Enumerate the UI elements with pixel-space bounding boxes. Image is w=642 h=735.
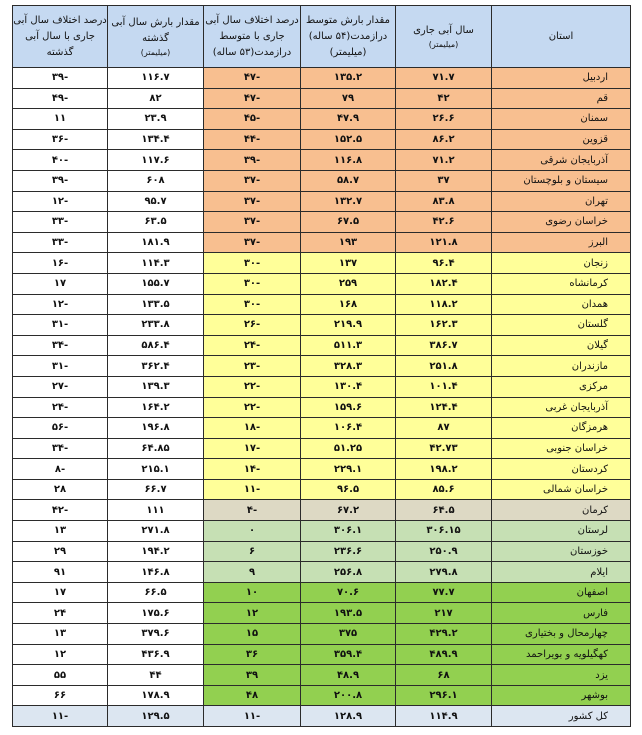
province-cell: هرمزگان — [492, 418, 631, 439]
table-row — [13, 191, 631, 212]
diff-longterm-cell: -۱۷ — [204, 438, 301, 459]
current-year-cell: ۴۲.۶ — [396, 212, 492, 233]
longterm-average-cell: ۳۷۵ — [301, 624, 396, 645]
table-row — [13, 418, 631, 439]
table-row — [13, 212, 631, 233]
diff-longterm-cell: -۲۶ — [204, 315, 301, 336]
previous-year-cell: ۱۵۵.۷ — [108, 273, 204, 294]
province-cell: مازندران — [492, 356, 631, 377]
previous-year-cell: ۶۳.۵ — [108, 212, 204, 233]
diff-previous-cell: -۳۴ — [13, 438, 108, 459]
longterm-average-cell: ۳۰۶.۱ — [301, 521, 396, 542]
diff-longterm-cell: ۶ — [204, 541, 301, 562]
diff-previous-cell: ۱۲ — [13, 644, 108, 665]
longterm-average-cell: ۱۵۹.۶ — [301, 397, 396, 418]
province-cell: کرمان — [492, 500, 631, 521]
diff-previous-cell: -۸ — [13, 459, 108, 480]
diff-previous-cell: ۹۱ — [13, 562, 108, 583]
province-cell: اصفهان — [492, 582, 631, 603]
longterm-average-cell: ۲۳۶.۶ — [301, 541, 396, 562]
longterm-average-cell: ۱۱۶.۸ — [301, 150, 396, 171]
current-year-cell: ۱۰۱.۴ — [396, 376, 492, 397]
table-row — [13, 624, 631, 645]
diff-longterm-cell: ۴۸ — [204, 685, 301, 706]
longterm-average-cell: ۱۳۷ — [301, 253, 396, 274]
table-row — [13, 253, 631, 274]
diff-longterm-cell: -۴۷ — [204, 68, 301, 89]
province-cell: گلستان — [492, 315, 631, 336]
longterm-average-cell: ۳۵۹.۴ — [301, 644, 396, 665]
table-row — [13, 315, 631, 336]
diff-previous-cell: -۳۱ — [13, 315, 108, 336]
diff-longterm-cell: -۴۵ — [204, 109, 301, 130]
table-row — [13, 68, 631, 89]
previous-year-cell: ۱۱۷.۶ — [108, 150, 204, 171]
province-cell: فارس — [492, 603, 631, 624]
longterm-average-cell: ۷۰.۶ — [301, 582, 396, 603]
previous-year-cell: ۳۷۹.۶ — [108, 624, 204, 645]
table-row — [13, 582, 631, 603]
province-cell: خراسان جنوبی — [492, 438, 631, 459]
diff-longterm-cell: -۳۹ — [204, 150, 301, 171]
previous-year-cell: ۹۵.۷ — [108, 191, 204, 212]
diff-longterm-cell: -۳۷ — [204, 232, 301, 253]
current-year-cell: ۱۲۴.۴ — [396, 397, 492, 418]
longterm-average-cell: ۵۸.۷ — [301, 170, 396, 191]
previous-year-cell: ۱۳۹.۳ — [108, 376, 204, 397]
header-diff-previous: درصد اختلاف سال آبی جاری با سال آبی گذشته — [13, 6, 108, 68]
longterm-average-cell: ۲۵۶.۸ — [301, 562, 396, 583]
province-cell: سمنان — [492, 109, 631, 130]
diff-previous-cell: ۵۵ — [13, 665, 108, 686]
table-row — [13, 232, 631, 253]
current-year-cell: ۱۸۲.۴ — [396, 273, 492, 294]
diff-previous-cell: -۱۲ — [13, 294, 108, 315]
total-current: ۱۱۴.۹ — [396, 706, 492, 727]
diff-previous-cell: -۳۹ — [13, 170, 108, 191]
table-row — [13, 150, 631, 171]
diff-longterm-cell: -۱۴ — [204, 459, 301, 480]
diff-longterm-cell: -۴۴ — [204, 129, 301, 150]
diff-previous-cell: -۳۶ — [13, 129, 108, 150]
table-row — [13, 479, 631, 500]
previous-year-cell: ۴۴ — [108, 665, 204, 686]
header-longterm-average: مقدار بارش متوسط درازمدت(۵۴ ساله) (میلیمتر) — [301, 6, 396, 68]
longterm-average-cell: ۶۷.۵ — [301, 212, 396, 233]
current-year-cell: ۱۲۱.۸ — [396, 232, 492, 253]
table-row — [13, 376, 631, 397]
diff-longterm-cell: -۲۴ — [204, 335, 301, 356]
previous-year-cell: ۱۱۶.۷ — [108, 68, 204, 89]
current-year-cell: ۷۷.۷ — [396, 582, 492, 603]
diff-longterm-cell: -۲۳ — [204, 356, 301, 377]
diff-longterm-cell: -۴۷ — [204, 88, 301, 109]
table-row — [13, 541, 631, 562]
total-label: کل کشور — [492, 706, 631, 727]
longterm-average-cell: ۵۱۱.۳ — [301, 335, 396, 356]
diff-previous-cell: -۳۴ — [13, 335, 108, 356]
table-row — [13, 109, 631, 130]
header-diff-longterm: درصد اختلاف سال آبی جاری با متوسط درازمدت(۵۳ ساله) — [204, 6, 301, 68]
diff-previous-cell: -۳۳ — [13, 232, 108, 253]
province-cell: اردبیل — [492, 68, 631, 89]
longterm-average-cell: ۱۳۰.۴ — [301, 376, 396, 397]
total-diff-longterm: -۱۱ — [204, 706, 301, 727]
current-year-cell: ۷۱.۷ — [396, 68, 492, 89]
table-row — [13, 356, 631, 377]
current-year-cell: ۸۳.۸ — [396, 191, 492, 212]
diff-longterm-cell: -۲۲ — [204, 376, 301, 397]
diff-previous-cell: ۱۷ — [13, 582, 108, 603]
table-row — [13, 603, 631, 624]
province-cell: تهران — [492, 191, 631, 212]
diff-previous-cell: ۲۹ — [13, 541, 108, 562]
table-row — [13, 500, 631, 521]
longterm-average-cell: ۲۰۰.۸ — [301, 685, 396, 706]
diff-previous-cell: -۲۴ — [13, 397, 108, 418]
province-cell: قم — [492, 88, 631, 109]
current-year-cell: ۴۲.۷۳ — [396, 438, 492, 459]
diff-previous-cell: ۱۳ — [13, 521, 108, 542]
diff-longterm-cell: -۳۰ — [204, 294, 301, 315]
longterm-average-cell: ۱۰۶.۴ — [301, 418, 396, 439]
longterm-average-cell: ۲۲۹.۱ — [301, 459, 396, 480]
longterm-average-cell: ۳۲۸.۳ — [301, 356, 396, 377]
table-row — [13, 273, 631, 294]
current-year-cell: ۳۸۶.۷ — [396, 335, 492, 356]
precipitation-table — [12, 5, 631, 727]
current-year-cell: ۸۷ — [396, 418, 492, 439]
diff-previous-cell: ۱۷ — [13, 273, 108, 294]
previous-year-cell: ۱۱۱ — [108, 500, 204, 521]
table-row — [13, 521, 631, 542]
current-year-cell: ۱۱۸.۲ — [396, 294, 492, 315]
diff-longterm-cell: ۱۰ — [204, 582, 301, 603]
current-year-cell: ۶۸ — [396, 665, 492, 686]
diff-previous-cell: -۳۹ — [13, 68, 108, 89]
header-previous-unit: (میلیمتر) — [140, 47, 171, 57]
total-diff-previous: -۱۱ — [13, 706, 108, 727]
previous-year-cell: ۱۳۴.۴ — [108, 129, 204, 150]
diff-longterm-cell: -۲۲ — [204, 397, 301, 418]
diff-previous-cell: -۳۱ — [13, 356, 108, 377]
header-current-unit: (میلیمتر) — [428, 39, 459, 49]
diff-previous-cell: ۶۶ — [13, 685, 108, 706]
current-year-cell: ۲۹۶.۱ — [396, 685, 492, 706]
header-previous-year: مقدار بارش سال آبی گذشته (میلیمتر) — [108, 6, 204, 68]
longterm-average-cell: ۱۳۵.۲ — [301, 68, 396, 89]
province-cell: یزد — [492, 665, 631, 686]
previous-year-cell: ۲۱۵.۱ — [108, 459, 204, 480]
diff-longterm-cell: -۳۷ — [204, 170, 301, 191]
header-province: استان — [492, 6, 631, 68]
previous-year-cell: ۲۳.۹ — [108, 109, 204, 130]
province-cell: خراسان شمالی — [492, 479, 631, 500]
previous-year-cell: ۸۲ — [108, 88, 204, 109]
diff-previous-cell: ۲۴ — [13, 603, 108, 624]
previous-year-cell: ۶۶.۵ — [108, 582, 204, 603]
diff-previous-cell: -۴۲ — [13, 500, 108, 521]
current-year-cell: ۲۶.۶ — [396, 109, 492, 130]
header-row — [13, 6, 631, 68]
diff-longterm-cell: ۳۶ — [204, 644, 301, 665]
province-cell: کردستان — [492, 459, 631, 480]
diff-previous-cell: -۵۶ — [13, 418, 108, 439]
diff-previous-cell: ۱۳ — [13, 624, 108, 645]
previous-year-cell: ۱۶۴.۲ — [108, 397, 204, 418]
longterm-average-cell: ۵۱.۲۵ — [301, 438, 396, 459]
previous-year-cell: ۲۷۱.۸ — [108, 521, 204, 542]
current-year-cell: ۴۲ — [396, 88, 492, 109]
province-cell: همدان — [492, 294, 631, 315]
longterm-average-cell: ۱۳۲.۷ — [301, 191, 396, 212]
diff-longterm-cell: ۹ — [204, 562, 301, 583]
diff-previous-cell: ۱۱ — [13, 109, 108, 130]
province-cell: مرکزی — [492, 376, 631, 397]
province-cell: کهگیلویه و بویراحمد — [492, 644, 631, 665]
diff-longterm-cell: -۳۰ — [204, 253, 301, 274]
total-previous: ۱۲۹.۵ — [108, 706, 204, 727]
current-year-cell: ۲۷۹.۸ — [396, 562, 492, 583]
table-row — [13, 335, 631, 356]
current-year-cell: ۲۵۰.۹ — [396, 541, 492, 562]
previous-year-cell: ۱۳۳.۵ — [108, 294, 204, 315]
previous-year-cell: ۱۱۴.۳ — [108, 253, 204, 274]
table-row — [13, 685, 631, 706]
previous-year-cell: ۱۹۴.۲ — [108, 541, 204, 562]
longterm-average-cell: ۲۵۹ — [301, 273, 396, 294]
diff-longterm-cell: -۱۸ — [204, 418, 301, 439]
table-row — [13, 88, 631, 109]
diff-previous-cell: -۴۰ — [13, 150, 108, 171]
diff-previous-cell: -۱۶ — [13, 253, 108, 274]
previous-year-cell: ۱۴۶.۸ — [108, 562, 204, 583]
diff-longterm-cell: -۳۰ — [204, 273, 301, 294]
diff-previous-cell: -۲۷ — [13, 376, 108, 397]
previous-year-cell: ۶۴.۸۵ — [108, 438, 204, 459]
longterm-average-cell: ۱۹۳.۵ — [301, 603, 396, 624]
table-row — [13, 397, 631, 418]
longterm-average-cell: ۱۵۲.۵ — [301, 129, 396, 150]
current-year-cell: ۱۶۲.۳ — [396, 315, 492, 336]
previous-year-cell: ۱۷۵.۶ — [108, 603, 204, 624]
longterm-average-cell: ۴۷.۹ — [301, 109, 396, 130]
current-year-cell: ۲۱۷ — [396, 603, 492, 624]
table-row — [13, 562, 631, 583]
previous-year-cell: ۶۶.۷ — [108, 479, 204, 500]
previous-year-cell: ۴۳۶.۹ — [108, 644, 204, 665]
longterm-average-cell: ۶۷.۲ — [301, 500, 396, 521]
province-cell: کرمانشاه — [492, 273, 631, 294]
longterm-average-cell: ۹۶.۵ — [301, 479, 396, 500]
previous-year-cell: ۳۶۲.۴ — [108, 356, 204, 377]
diff-longterm-cell: -۳۷ — [204, 212, 301, 233]
current-year-cell: ۳۷ — [396, 170, 492, 191]
province-cell: خراسان رضوی — [492, 212, 631, 233]
header-current-year: سال آبی جاری (میلیمتر) — [396, 6, 492, 68]
province-cell: سیستان و بلوچستان — [492, 170, 631, 191]
province-cell: آذربایجان غربی — [492, 397, 631, 418]
current-year-cell: ۷۱.۲ — [396, 150, 492, 171]
diff-longterm-cell: ۱۲ — [204, 603, 301, 624]
province-cell: زنجان — [492, 253, 631, 274]
province-cell: خوزستان — [492, 541, 631, 562]
previous-year-cell: ۱۹۶.۸ — [108, 418, 204, 439]
longterm-average-cell: ۴۸.۹ — [301, 665, 396, 686]
total-longterm: ۱۲۸.۹ — [301, 706, 396, 727]
diff-longterm-cell: ۳۹ — [204, 665, 301, 686]
diff-longterm-cell: -۱۱ — [204, 479, 301, 500]
current-year-cell: ۲۵۱.۸ — [396, 356, 492, 377]
previous-year-cell: ۱۷۸.۹ — [108, 685, 204, 706]
diff-previous-cell: ۲۸ — [13, 479, 108, 500]
longterm-average-cell: ۱۶۸ — [301, 294, 396, 315]
province-cell: لرستان — [492, 521, 631, 542]
current-year-cell: ۴۲۹.۲ — [396, 624, 492, 645]
previous-year-cell: ۵۸۶.۴ — [108, 335, 204, 356]
previous-year-cell: ۱۸۱.۹ — [108, 232, 204, 253]
province-cell: آذربایجان شرقی — [492, 150, 631, 171]
table-row — [13, 129, 631, 150]
diff-previous-cell: -۳۳ — [13, 212, 108, 233]
diff-longterm-cell: ۰ — [204, 521, 301, 542]
longterm-average-cell: ۱۹۳ — [301, 232, 396, 253]
table-row — [13, 644, 631, 665]
total-row — [13, 706, 631, 727]
current-year-cell: ۹۶.۴ — [396, 253, 492, 274]
current-year-cell: ۴۸۹.۹ — [396, 644, 492, 665]
diff-previous-cell: -۱۲ — [13, 191, 108, 212]
current-year-cell: ۶۴.۵ — [396, 500, 492, 521]
table-row — [13, 294, 631, 315]
table-row — [13, 170, 631, 191]
table-row — [13, 459, 631, 480]
province-cell: ایلام — [492, 562, 631, 583]
province-cell: قزوین — [492, 129, 631, 150]
current-year-cell: ۳۰۶.۱۵ — [396, 521, 492, 542]
province-cell: البرز — [492, 232, 631, 253]
previous-year-cell: ۶۰۸ — [108, 170, 204, 191]
province-cell: گیلان — [492, 335, 631, 356]
diff-longterm-cell: -۳۷ — [204, 191, 301, 212]
current-year-cell: ۸۶.۲ — [396, 129, 492, 150]
diff-longterm-cell: -۴ — [204, 500, 301, 521]
province-cell: بوشهر — [492, 685, 631, 706]
diff-previous-cell: -۴۹ — [13, 88, 108, 109]
current-year-cell: ۱۹۸.۲ — [396, 459, 492, 480]
longterm-average-cell: ۷۹ — [301, 88, 396, 109]
longterm-average-cell: ۲۱۹.۹ — [301, 315, 396, 336]
province-cell: چهارمحال و بختیاری — [492, 624, 631, 645]
table-row — [13, 438, 631, 459]
diff-longterm-cell: ۱۵ — [204, 624, 301, 645]
table-row — [13, 665, 631, 686]
current-year-cell: ۸۵.۶ — [396, 479, 492, 500]
previous-year-cell: ۲۳۳.۸ — [108, 315, 204, 336]
